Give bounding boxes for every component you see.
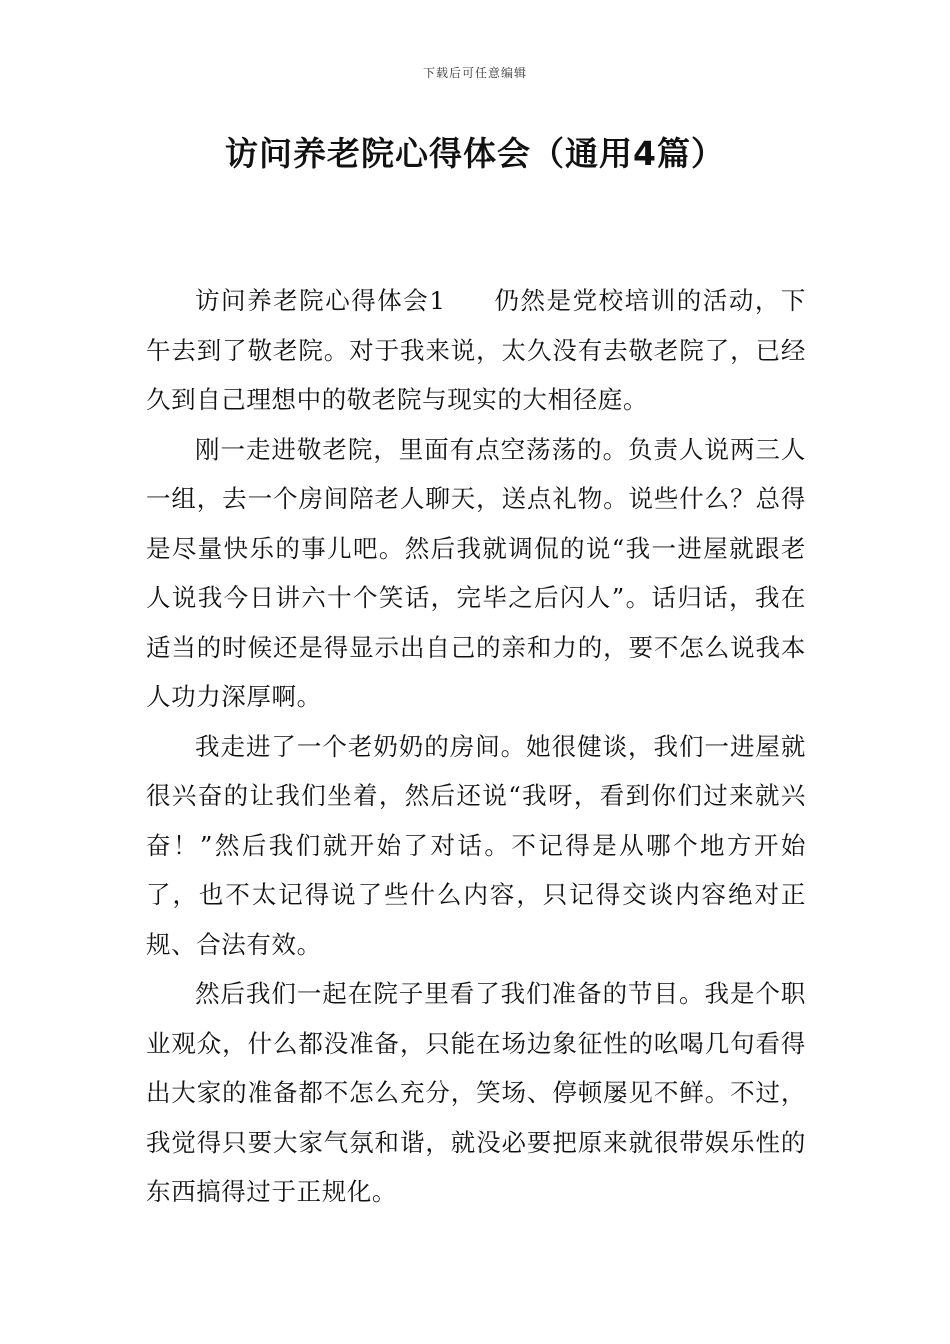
document-title: 访问养老院心得体会（通用4篇） xyxy=(225,134,725,173)
paragraph-3: 我走进了一个老奶奶的房间。她很健谈，我们一进屋就很兴奋的让我们坐着，然后还说“我呀，看到你们过来就兴奋！”然后我们就开始了对话。不记得是从哪个地方开始了，也不太记得说了些什么内容，只记得交谈内容绝对正规、合法有效。 xyxy=(146,731,806,959)
paragraph-2: 刚一走进敬老院，里面有点空荡荡的。负责人说两三人一组，去一个房间陪老人聊天，送点礼物。说些什么？总得是尽量快乐的事儿吧。然后我就调侃的说“我一进屋就跟老人说我今日讲六十个笑话，完毕之后闪人”。话归话，我在适当的时候还是得显示出自己的亲和力的，要不怎么说我本人功力深厚啊。 xyxy=(146,434,806,711)
header-note: 下载后可任意编辑 xyxy=(422,66,527,80)
paragraph-text: 仍然是党校培训的活动，下午去到了敬老院。对于我来说，太久没有去敬老院了，已经久到自己理想中的敬老院与现实的大相径庭。 xyxy=(146,286,806,414)
document-body xyxy=(146,276,806,1217)
paragraph-1 xyxy=(146,276,806,425)
section-heading: 访问养老院心得体会1 xyxy=(195,286,446,315)
paragraph-4: 然后我们一起在院子里看了我们准备的节目。我是个职业观众，什么都没准备，只能在场边象征性的吆喝几句看得出大家的准备都不怎么充分，笑场、停顿屡见不鲜。不过，我觉得只要大家气氛和谐，就没必要把原来就很带娱乐性的东西搞得过于正规化。 xyxy=(146,979,806,1206)
